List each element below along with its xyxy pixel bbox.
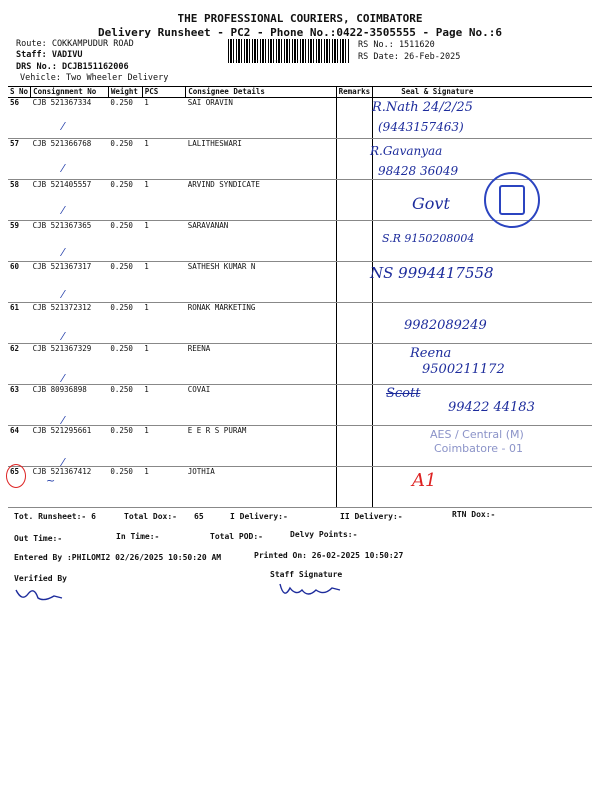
tick-mark: ⁄ [62, 204, 64, 217]
handwritten-signature: Reena [410, 346, 452, 361]
cell-consignment: CJB 521367329 [31, 344, 109, 385]
staff-signature: Staff Signature [270, 570, 343, 579]
cell-remarks [336, 303, 373, 344]
ii-delivery: II Delivery:- [340, 512, 403, 521]
cell-remarks [336, 221, 373, 262]
cell-consignment: CJB 521367365 [31, 221, 109, 262]
cell-weight: 0.250 [108, 344, 142, 385]
col-header-consignment: Consignment No [31, 87, 109, 98]
in-time: In Time:- [116, 532, 160, 541]
cell-sno: 61 [8, 303, 31, 344]
col-header-consignee: Consignee Details [186, 87, 336, 98]
handwritten-signature: Govt [412, 194, 450, 213]
cell-consignee: SAI ORAVIN [186, 98, 336, 139]
cell-consignment: CJB 521295661 [31, 426, 109, 467]
handwritten-phone: 9500211172 [422, 362, 505, 377]
cell-sno: 65 [8, 467, 31, 508]
cell-consignment: CJB 521372312 [31, 303, 109, 344]
cell-remarks [336, 98, 373, 139]
cell-remarks [336, 467, 373, 508]
handwritten-signature: R.Nath 24/2/25 [372, 100, 473, 115]
cell-remarks [336, 180, 373, 221]
cell-pcs: 1 [142, 467, 185, 508]
barcode [228, 39, 350, 63]
col-header-pcs: PCS [142, 87, 185, 98]
total-dox-label: Total Dox:- [124, 512, 177, 521]
faded-stamp-line1: AES / Central (M) [430, 428, 524, 441]
cell-sno: 60 [8, 262, 31, 303]
table-row [8, 467, 592, 508]
total-dox-value: 65 [194, 512, 204, 521]
table-row [8, 98, 592, 139]
cell-pcs: 1 [142, 426, 185, 467]
cell-weight: 0.250 [108, 262, 142, 303]
staff-signature-scribble [278, 580, 344, 604]
handwritten-signature: NS 9994417558 [370, 264, 494, 282]
cell-signature [373, 180, 592, 221]
cell-weight: 0.250 [108, 180, 142, 221]
cell-consignment: CJB 80936898 [31, 385, 109, 426]
tick-mark: ⁄ [62, 246, 64, 259]
runsheet-subtitle: Delivery Runsheet - PC2 - Phone No.:0422-3505555 - Page No.:6 [98, 26, 502, 39]
rs-number: RS No.: 1511620 [358, 40, 435, 50]
cell-remarks [336, 426, 373, 467]
cell-remarks [336, 344, 373, 385]
cell-remarks [336, 139, 373, 180]
handwritten-phone: 9982089249 [404, 318, 487, 333]
cell-remarks [336, 262, 373, 303]
tick-mark: ⁄ [62, 120, 64, 133]
handwritten-signature: S.R 9150208004 [382, 232, 475, 245]
company-title: THE PROFESSIONAL COURIERS, COIMBATORE [177, 12, 423, 25]
cell-consignee: E E R S PURAM [186, 426, 336, 467]
cell-remarks [336, 385, 373, 426]
cell-pcs: 1 [142, 98, 185, 139]
col-header-weight: Weight [108, 87, 142, 98]
cell-consignee: SATHESH KUMAR N [186, 262, 336, 303]
handwritten-signature: R.Gavanyaa [370, 144, 443, 158]
handwritten-phone: 98428 36049 [378, 164, 459, 178]
cell-pcs: 1 [142, 385, 185, 426]
drs-label: DRS No.: DCJB151162006 [16, 62, 129, 72]
cell-consignee: JOTHIA [186, 467, 336, 508]
tick-mark: ⁄ [62, 288, 64, 301]
cell-pcs: 1 [142, 221, 185, 262]
i-delivery: I Delivery:- [230, 512, 288, 521]
cell-weight: 0.250 [108, 426, 142, 467]
out-time: Out Time:- [14, 534, 63, 543]
rs-date: RS Date: 26-Feb-2025 [358, 52, 461, 62]
company-stamp [484, 172, 540, 228]
cell-weight: 0.250 [108, 467, 142, 508]
tick-mark: ⁄ [62, 414, 64, 427]
cell-weight: 0.250 [108, 221, 142, 262]
cell-consignment: CJB 521405557 [31, 180, 109, 221]
cell-pcs: 1 [142, 344, 185, 385]
cell-pcs: 1 [142, 180, 185, 221]
cell-sno: 64 [8, 426, 31, 467]
handwritten-phone: 99422 44183 [448, 400, 535, 415]
route-label: Route: COKKAMPUDUR ROAD [16, 39, 134, 49]
col-header-sno: S No [8, 87, 31, 98]
table-row [8, 303, 592, 344]
cell-sno: 58 [8, 180, 31, 221]
rtn-dox: RTN Dox:- [452, 510, 496, 519]
cell-sno: 62 [8, 344, 31, 385]
table-header-row [8, 87, 592, 98]
tick-mark: ⁄ [62, 456, 64, 469]
cell-consignment: CJB 521367317 [31, 262, 109, 303]
handwritten-signature: Scott [386, 386, 421, 401]
faded-stamp-line2: Coimbatore - 01 [434, 442, 523, 455]
cell-weight: 0.250 [108, 139, 142, 180]
delvy-points: Delvy Points:- [290, 530, 358, 539]
cell-sno: 63 [8, 385, 31, 426]
cell-consignment: CJB 521367334 [31, 98, 109, 139]
tot-runsheet: Tot. Runsheet:- 6 [14, 512, 96, 521]
cell-pcs: 1 [142, 139, 185, 180]
entered-by: Entered By :PHILOMI2 02/26/2025 10:50:20 AM [14, 553, 222, 562]
cell-consignment: CJB 521366768 [31, 139, 109, 180]
handwritten-phone: (9443157463) [378, 120, 464, 134]
tick-mark: ⁄ [62, 162, 64, 175]
cell-sno: 56 [8, 98, 31, 139]
cell-signature [373, 467, 592, 508]
verifier-signature [14, 584, 64, 606]
total-pod: Total POD:- [210, 532, 263, 541]
cell-consignment: CJB 521367412 [31, 467, 109, 508]
cell-consignee: REENA [186, 344, 336, 385]
vehicle-label: Vehicle: Two Wheeler Delivery [20, 73, 169, 83]
red-mark: A1 [412, 470, 437, 491]
staff-label: Staff: VADIVU [16, 50, 83, 60]
tick-mark: ~ [46, 474, 56, 487]
cell-consignee: RONAK MARKETING [186, 303, 336, 344]
cell-weight: 0.250 [108, 303, 142, 344]
tick-mark: ⁄ [62, 372, 64, 385]
cell-sno: 57 [8, 139, 31, 180]
printed-on: Printed On: 26-02-2025 10:50:27 [254, 551, 404, 560]
col-header-signature: Seal & Signature [373, 87, 592, 98]
cell-pcs: 1 [142, 262, 185, 303]
cell-consignee: ARVIND SYNDICATE [186, 180, 336, 221]
table-row [8, 262, 592, 303]
cell-weight: 0.250 [108, 385, 142, 426]
red-circle-mark [6, 464, 26, 488]
cell-consignee: LALITHESWARI [186, 139, 336, 180]
cell-pcs: 1 [142, 303, 185, 344]
cell-sno: 59 [8, 221, 31, 262]
tick-mark: ⁄ [62, 330, 64, 343]
verified-by: Verified By [14, 574, 67, 583]
col-header-remarks: Remarks [336, 87, 373, 98]
cell-consignee: SARAVANAN [186, 221, 336, 262]
cell-consignee: COVAI [186, 385, 336, 426]
cell-weight: 0.250 [108, 98, 142, 139]
